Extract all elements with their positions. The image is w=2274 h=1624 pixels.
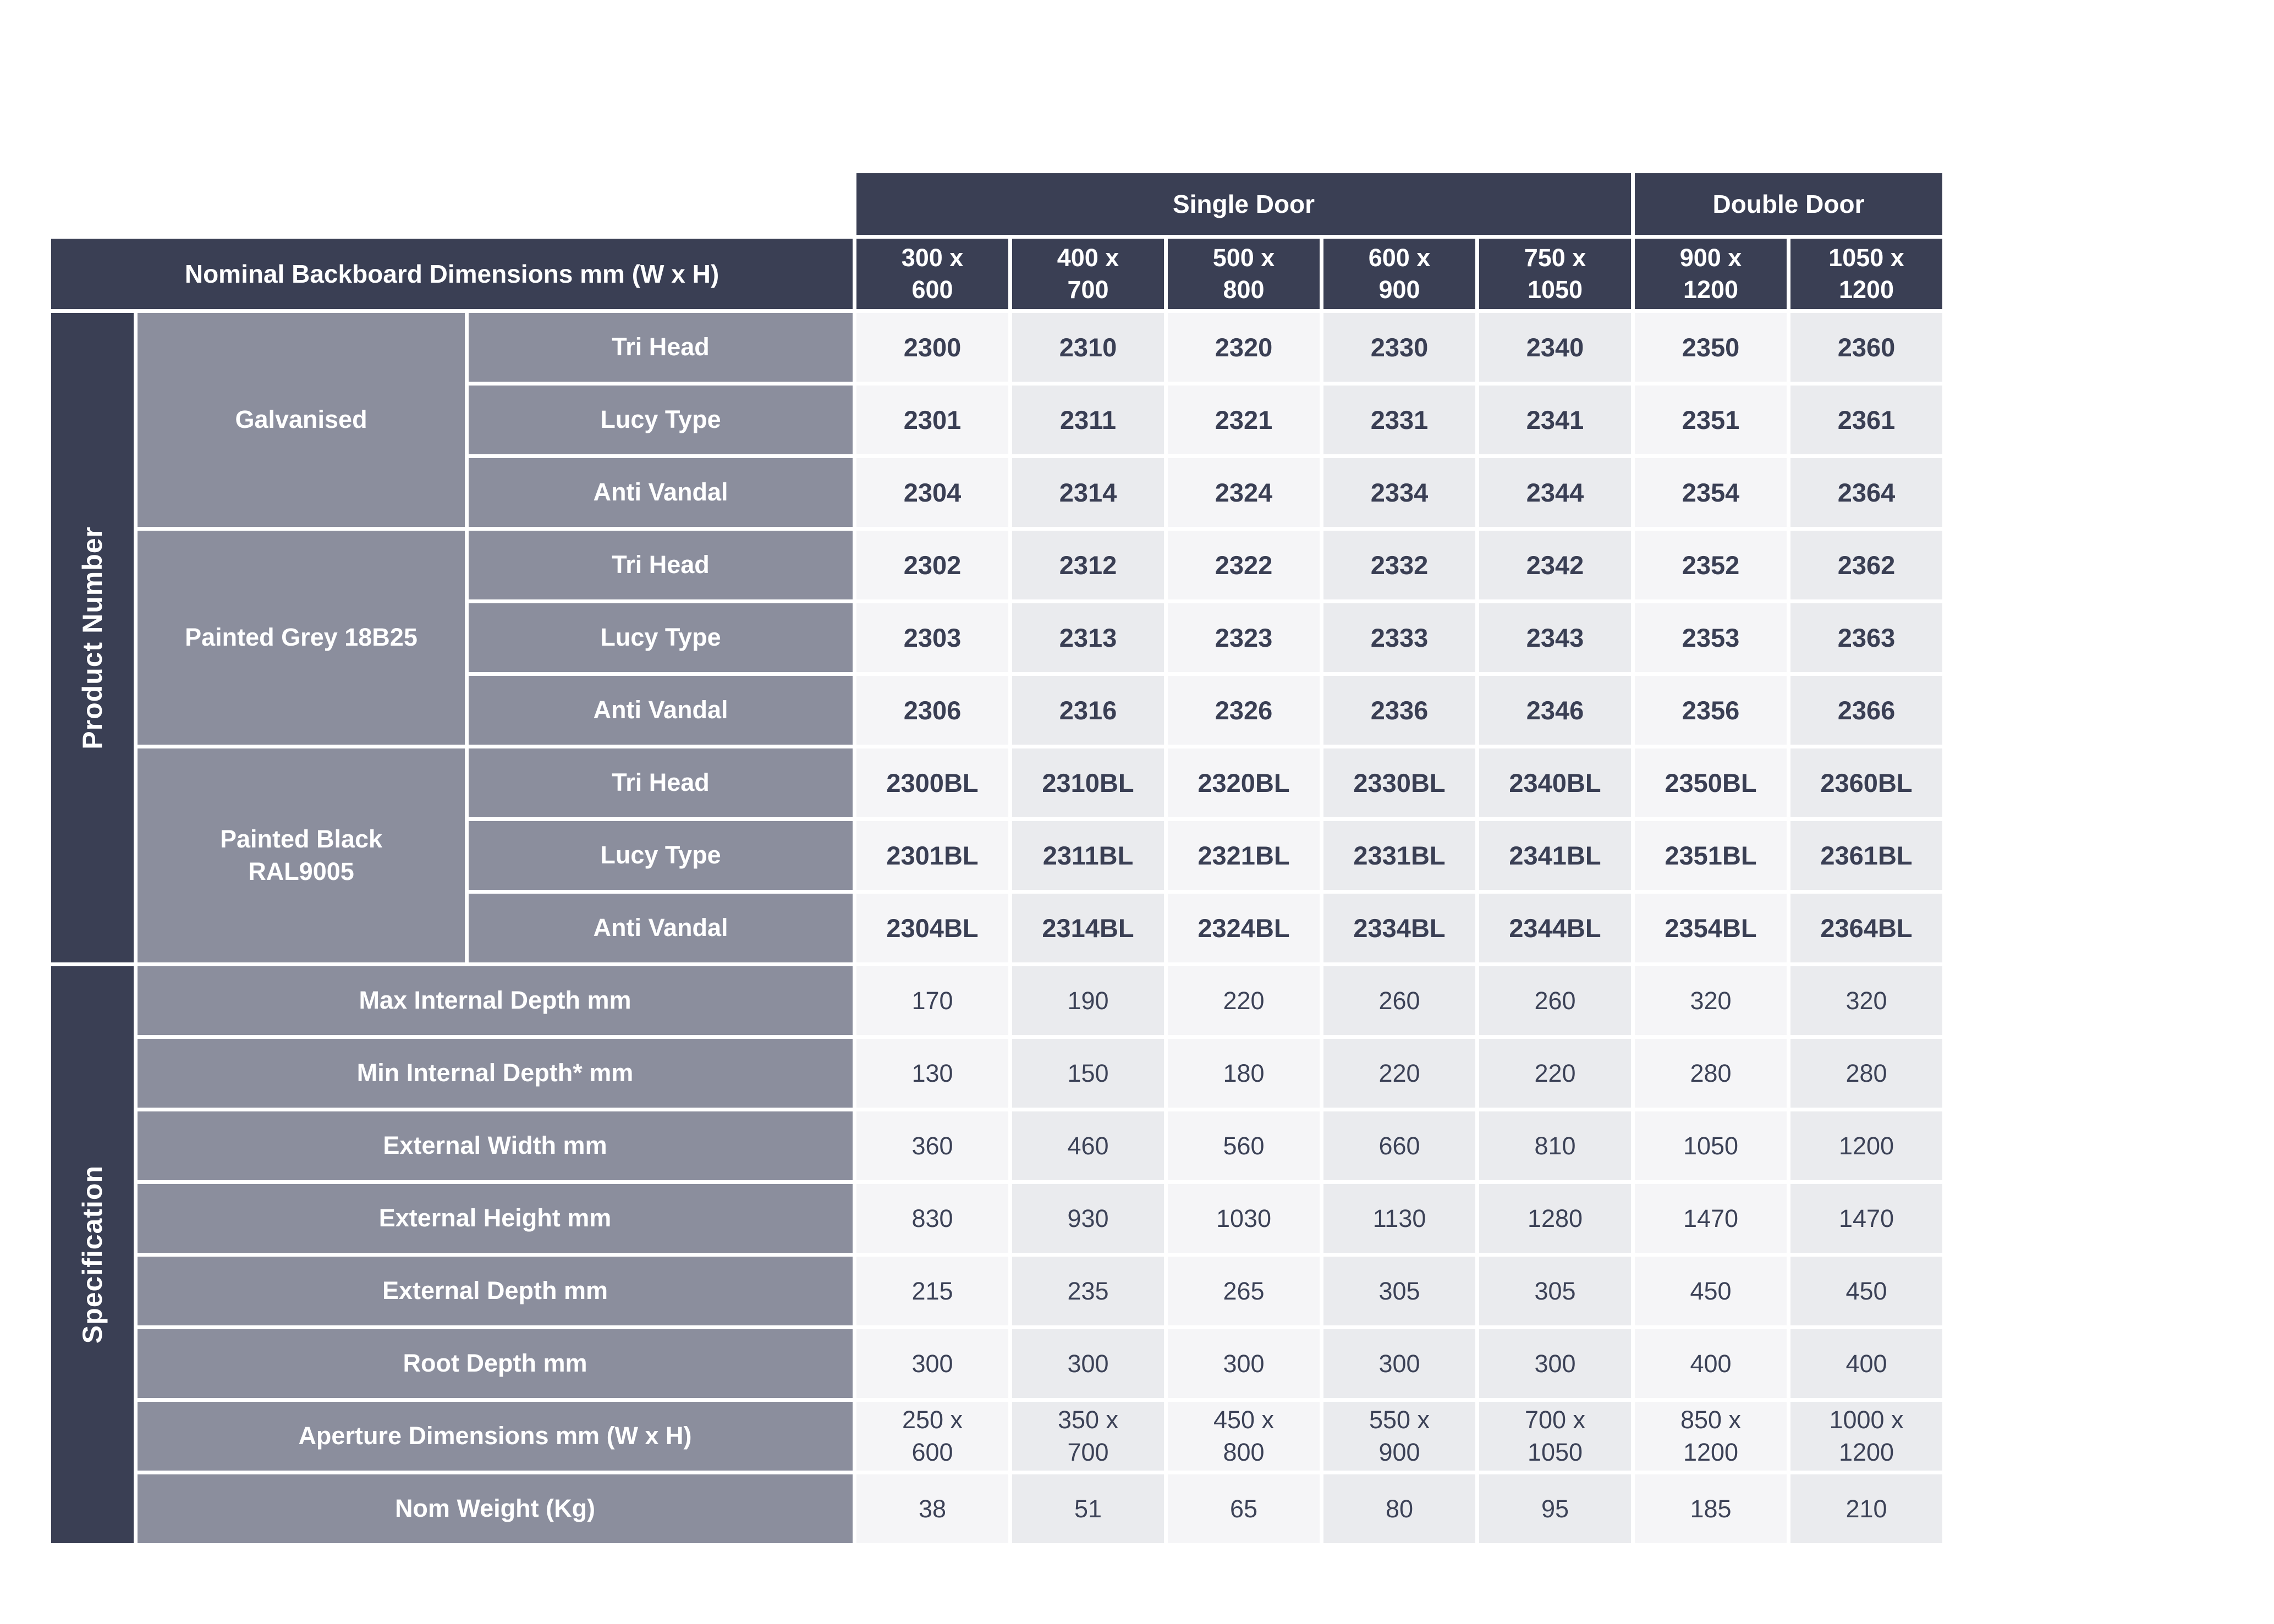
column-header-cell: 500 x 800 (1168, 239, 1320, 309)
product-number-cell: 2352 (1635, 531, 1787, 599)
column-header-cell: 1050 x 1200 (1790, 239, 1942, 309)
product-number-cell: 2301BL (856, 821, 1008, 890)
spec-value-cell: 95 (1479, 1474, 1631, 1543)
spec-value-cell: 550 x 900 (1323, 1402, 1475, 1471)
specification-section-label: Specification (51, 966, 134, 1543)
product-number-section-label: Product Number (51, 313, 134, 962)
corner-header: Nominal Backboard Dimensions mm (W x H) (51, 239, 853, 309)
product-number-cell: 2341 (1479, 386, 1631, 454)
spec-value-cell: 280 (1635, 1039, 1787, 1108)
spec-value-cell: 215 (856, 1257, 1008, 1325)
product-number-cell: 2326 (1168, 676, 1320, 745)
product-number-cell: 2312 (1012, 531, 1164, 599)
product-number-cell: 2331 (1323, 386, 1475, 454)
spec-value-cell: 320 (1790, 966, 1942, 1035)
single-door-header: Single Door (856, 173, 1631, 235)
column-header-cell: 750 x 1050 (1479, 239, 1631, 309)
product-number-cell: 2303 (856, 603, 1008, 672)
product-number-cell: 2353 (1635, 603, 1787, 672)
product-number-cell: 2324BL (1168, 894, 1320, 962)
column-header-cell: 900 x 1200 (1635, 239, 1787, 309)
spec-value-cell: 300 (856, 1329, 1008, 1398)
product-type-cell: Tri Head (469, 313, 853, 382)
spec-value-cell: 305 (1479, 1257, 1631, 1325)
spec-value-cell: 400 (1635, 1329, 1787, 1398)
spec-value-cell: 810 (1479, 1111, 1631, 1180)
spec-value-cell: 450 x 800 (1168, 1402, 1320, 1471)
spec-value-cell: 130 (856, 1039, 1008, 1108)
spec-value-cell: 1200 (1790, 1111, 1942, 1180)
spec-value-cell: 1050 (1635, 1111, 1787, 1180)
product-number-cell: 2334 (1323, 458, 1475, 527)
spec-value-cell: 660 (1323, 1111, 1475, 1180)
product-number-cell: 2360BL (1790, 748, 1942, 817)
spec-label-cell: Max Internal Depth mm (138, 966, 853, 1035)
spec-value-cell: 170 (856, 966, 1008, 1035)
spec-value-cell: 360 (856, 1111, 1008, 1180)
spec-label-cell: External Width mm (138, 1111, 853, 1180)
product-number-cell: 2314 (1012, 458, 1164, 527)
product-number-cell: 2336 (1323, 676, 1475, 745)
spec-value-cell: 850 x 1200 (1635, 1402, 1787, 1471)
product-number-cell: 2366 (1790, 676, 1942, 745)
product-type-cell: Lucy Type (469, 821, 853, 890)
spec-label-cell: Aperture Dimensions mm (W x H) (138, 1402, 853, 1471)
spec-label-cell: Root Depth mm (138, 1329, 853, 1398)
spec-value-cell: 300 (1479, 1329, 1631, 1398)
product-number-cell: 2314BL (1012, 894, 1164, 962)
product-number-cell: 2333 (1323, 603, 1475, 672)
product-number-cell: 2362 (1790, 531, 1942, 599)
spec-value-cell: 265 (1168, 1257, 1320, 1325)
product-specification-table (51, 173, 1942, 1543)
product-number-cell: 2342 (1479, 531, 1631, 599)
finish-label-cell: Galvanised (138, 313, 465, 527)
product-number-cell: 2354 (1635, 458, 1787, 527)
product-number-cell: 2304 (856, 458, 1008, 527)
spec-value-cell: 150 (1012, 1039, 1164, 1108)
product-number-cell: 2313 (1012, 603, 1164, 672)
product-number-cell: 2363 (1790, 603, 1942, 672)
finish-label-cell: Painted Black RAL9005 (138, 748, 465, 962)
spec-value-cell: 65 (1168, 1474, 1320, 1543)
spec-value-cell: 210 (1790, 1474, 1942, 1543)
product-type-cell: Tri Head (469, 748, 853, 817)
spec-value-cell: 560 (1168, 1111, 1320, 1180)
product-number-cell: 2344 (1479, 458, 1631, 527)
spec-value-cell: 38 (856, 1474, 1008, 1543)
product-number-cell: 2330BL (1323, 748, 1475, 817)
product-number-cell: 2361BL (1790, 821, 1942, 890)
product-number-cell: 2351 (1635, 386, 1787, 454)
spec-value-cell: 700 x 1050 (1479, 1402, 1631, 1471)
spec-value-cell: 320 (1635, 966, 1787, 1035)
product-number-cell: 2364BL (1790, 894, 1942, 962)
product-number-cell: 2322 (1168, 531, 1320, 599)
product-type-cell: Anti Vandal (469, 894, 853, 962)
product-number-cell: 2304BL (856, 894, 1008, 962)
product-type-cell: Lucy Type (469, 386, 853, 454)
product-number-cell: 2300 (856, 313, 1008, 382)
spec-value-cell: 260 (1479, 966, 1631, 1035)
spec-value-cell: 220 (1323, 1039, 1475, 1108)
spec-value-cell: 460 (1012, 1111, 1164, 1180)
product-number-cell: 2311 (1012, 386, 1164, 454)
spec-value-cell: 830 (856, 1184, 1008, 1253)
double-door-header: Double Door (1635, 173, 1942, 235)
product-number-cell: 2360 (1790, 313, 1942, 382)
product-number-cell: 2334BL (1323, 894, 1475, 962)
spec-value-cell: 1030 (1168, 1184, 1320, 1253)
product-number-cell: 2350BL (1635, 748, 1787, 817)
product-type-cell: Anti Vandal (469, 676, 853, 745)
spec-value-cell: 300 (1168, 1329, 1320, 1398)
product-number-cell: 2323 (1168, 603, 1320, 672)
spec-value-cell: 1130 (1323, 1184, 1475, 1253)
spec-value-cell: 1280 (1479, 1184, 1631, 1253)
spec-value-cell: 1470 (1790, 1184, 1942, 1253)
spec-value-cell: 80 (1323, 1474, 1475, 1543)
product-number-cell: 2302 (856, 531, 1008, 599)
product-number-cell: 2354BL (1635, 894, 1787, 962)
spec-value-cell: 220 (1479, 1039, 1631, 1108)
product-number-cell: 2351BL (1635, 821, 1787, 890)
spec-value-cell: 1470 (1635, 1184, 1787, 1253)
product-number-cell: 2321 (1168, 386, 1320, 454)
product-number-cell: 2311BL (1012, 821, 1164, 890)
spec-value-cell: 235 (1012, 1257, 1164, 1325)
spec-value-cell: 400 (1790, 1329, 1942, 1398)
spec-value-cell: 350 x 700 (1012, 1402, 1164, 1471)
product-type-cell: Anti Vandal (469, 458, 853, 527)
spec-value-cell: 260 (1323, 966, 1475, 1035)
spec-value-cell: 250 x 600 (856, 1402, 1008, 1471)
product-number-cell: 2306 (856, 676, 1008, 745)
product-number-cell: 2324 (1168, 458, 1320, 527)
product-number-cell: 2350 (1635, 313, 1787, 382)
spec-value-cell: 51 (1012, 1474, 1164, 1543)
finish-label-cell: Painted Grey 18B25 (138, 531, 465, 745)
product-type-cell: Lucy Type (469, 603, 853, 672)
product-number-cell: 2310BL (1012, 748, 1164, 817)
spec-label-cell: External Height mm (138, 1184, 853, 1253)
spec-value-cell: 185 (1635, 1474, 1787, 1543)
product-number-cell: 2361 (1790, 386, 1942, 454)
spec-label-cell: Nom Weight (Kg) (138, 1474, 853, 1543)
spec-value-cell: 280 (1790, 1039, 1942, 1108)
product-number-cell: 2321BL (1168, 821, 1320, 890)
spec-value-cell: 450 (1635, 1257, 1787, 1325)
product-number-cell: 2301 (856, 386, 1008, 454)
product-number-cell: 2316 (1012, 676, 1164, 745)
product-number-cell: 2310 (1012, 313, 1164, 382)
product-number-cell: 2300BL (856, 748, 1008, 817)
spec-value-cell: 450 (1790, 1257, 1942, 1325)
product-number-cell: 2330 (1323, 313, 1475, 382)
product-number-cell: 2340 (1479, 313, 1631, 382)
product-number-cell: 2364 (1790, 458, 1942, 527)
product-number-cell: 2320BL (1168, 748, 1320, 817)
product-number-cell: 2356 (1635, 676, 1787, 745)
spec-value-cell: 930 (1012, 1184, 1164, 1253)
column-header-cell: 300 x 600 (856, 239, 1008, 309)
column-header-cell: 600 x 900 (1323, 239, 1475, 309)
product-number-cell: 2332 (1323, 531, 1475, 599)
product-number-cell: 2343 (1479, 603, 1631, 672)
spec-value-cell: 220 (1168, 966, 1320, 1035)
product-number-cell: 2344BL (1479, 894, 1631, 962)
product-number-cell: 2331BL (1323, 821, 1475, 890)
product-number-cell: 2320 (1168, 313, 1320, 382)
spec-label-cell: Min Internal Depth* mm (138, 1039, 853, 1108)
spec-label-cell: External Depth mm (138, 1257, 853, 1325)
product-number-cell: 2346 (1479, 676, 1631, 745)
spec-value-cell: 300 (1012, 1329, 1164, 1398)
product-number-cell: 2340BL (1479, 748, 1631, 817)
column-header-cell: 400 x 700 (1012, 239, 1164, 309)
spec-value-cell: 305 (1323, 1257, 1475, 1325)
spec-value-cell: 1000 x 1200 (1790, 1402, 1942, 1471)
product-type-cell: Tri Head (469, 531, 853, 599)
spec-value-cell: 300 (1323, 1329, 1475, 1398)
product-number-cell: 2341BL (1479, 821, 1631, 890)
spec-value-cell: 190 (1012, 966, 1164, 1035)
spec-value-cell: 180 (1168, 1039, 1320, 1108)
